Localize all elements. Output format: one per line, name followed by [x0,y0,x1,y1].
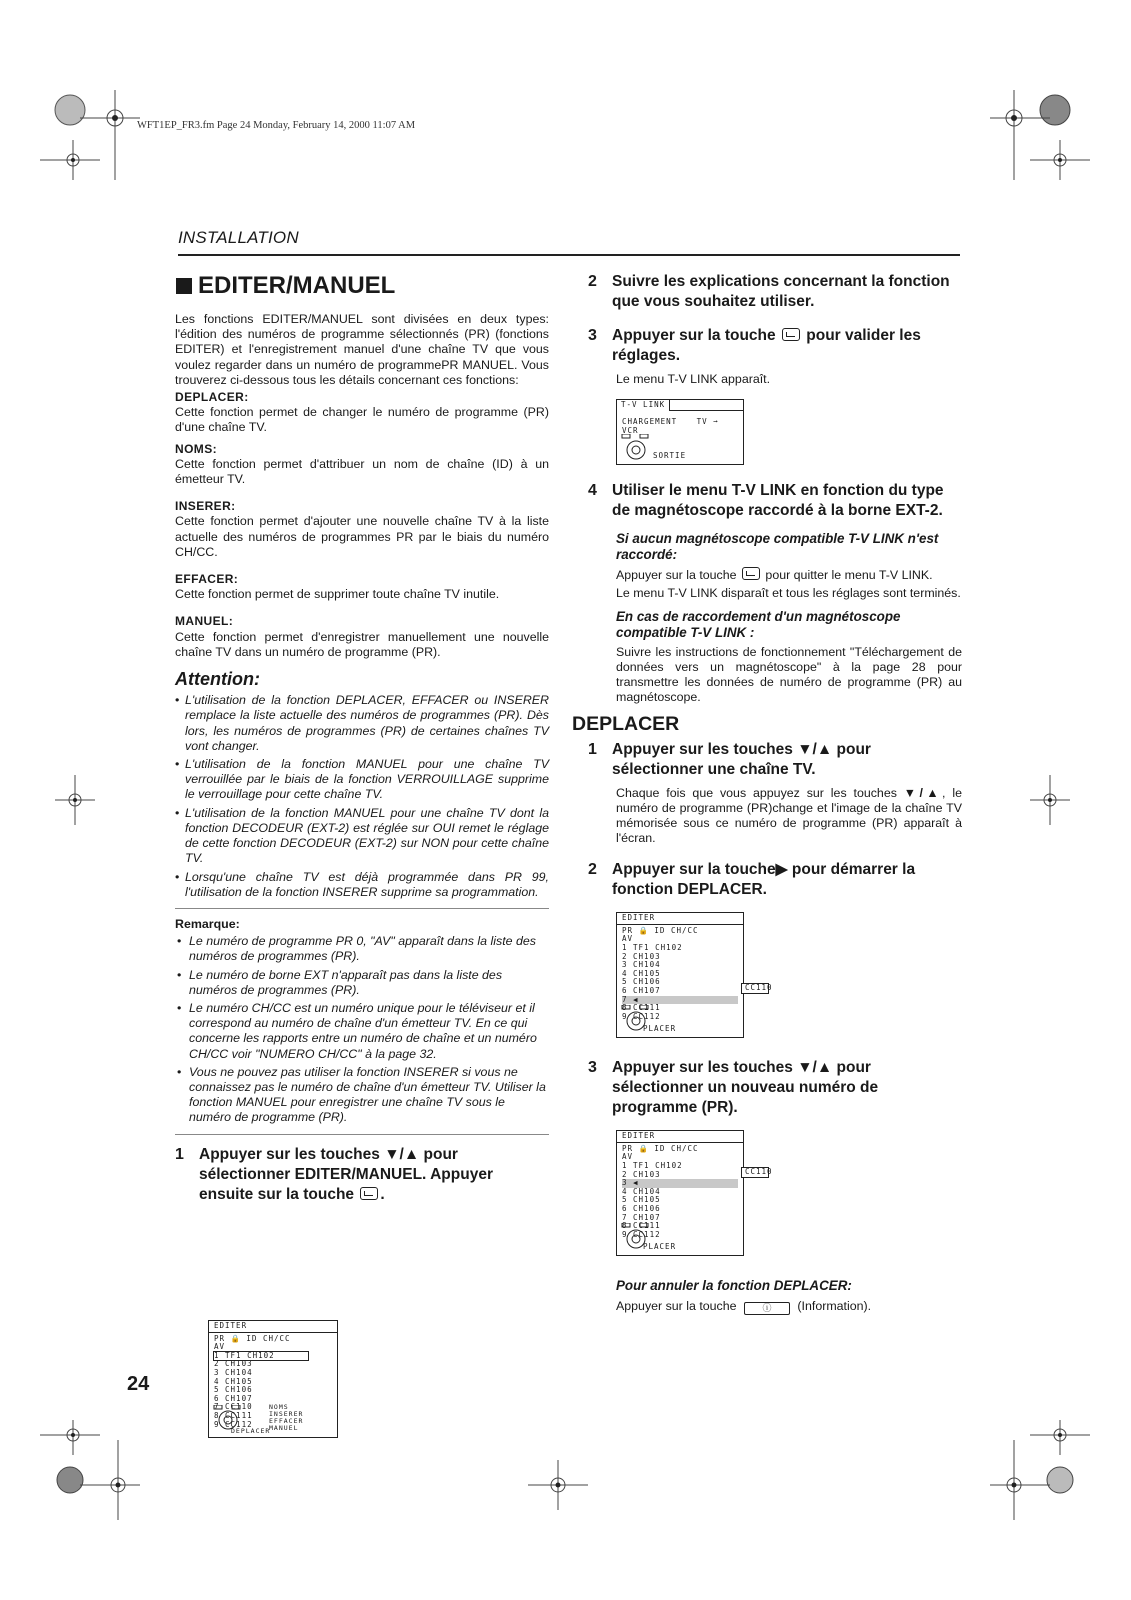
crop-mark-right-middle [1030,775,1070,835]
osd-header: PR 🔒 ID CH/CC [214,1333,291,1343]
ok-key-icon [782,328,800,341]
osd-row: 6 CH107 [622,985,661,995]
divider [175,1134,549,1135]
intro-paragraph: Les fonctions EDITER/MANUEL sont divisées en deux types: l'édition des numéros de programme sélectionnés (PR) (fonctions EDITER) et l'enregistrement manuel d'une chaîne TV que vous voulez regarder dans un numéro de programmePR MANUEL. Vous trouverez ci-dessous tous les détails concernant ces fonctions: [175,312,549,387]
crop-mark-left-middle [55,775,95,835]
osd-submenu [269,1404,303,1432]
osd-title: EDITER [209,1321,337,1333]
down-up-arrows-icon: ▼/▲ [797,1059,833,1077]
osd-row: 7 CC110 [214,1402,253,1412]
osd-row: AV [622,934,634,944]
divider [175,908,549,909]
function-desc: Cette fonction permet d'enregistrer manuellement une nouvelle chaîne TV dans un numéro de programme (PR). [175,629,549,659]
osd-row: 3 CH104 [622,960,661,970]
function-manuel [175,614,549,660]
osd-editer-placer-2 [616,1130,773,1256]
osd-footer: DEPLACER [231,1427,271,1435]
function-term: DEPLACER: [175,390,249,405]
crop-mark-bottom-right [990,1420,1090,1520]
attention-list [175,693,549,900]
left-column [175,312,549,1205]
crop-mark-bottom-center [528,1460,588,1520]
osd-row: 8 CC111 [622,1221,661,1231]
step-number: 4 [588,482,597,499]
function-deplacer [175,390,549,436]
osd-footer: PLACER [643,1242,677,1252]
step-number: 2 [588,861,597,879]
header-rule [178,254,960,256]
osd-row: 1 TF1 CH102 [622,942,683,952]
deplacer-step-3: 3 Appuyer sur les touches ▼/▲ pour sélectionner un nouveau numéro de programme (PR). [588,1059,879,1117]
remarque-item: • Le numéro de programme PR 0, "AV" apparaît dans la liste des numéros de programmes (PR). [175,934,549,964]
osd-row: 2 CH103 [622,951,661,961]
osd-editer-placer-1 [616,912,773,1038]
attention-item: • Lorsqu'une chaîne TV est déjà programmée dans PR 99, l'utilisation de la fonction INSERER supprime sa programmation. [175,870,549,900]
step-4: 4 Utiliser le menu T-V LINK en fonction du type de magnétoscope raccordé à la borne EXT-2. [588,482,944,519]
osd-row: 8 CC111 [214,1410,253,1420]
osd-row: 9 CC112 [214,1419,253,1429]
step-2: 2 Suivre les explications concernant la fonction que vous souhaitez utiliser. [588,273,950,310]
info-key-icon: ⓘ [744,1302,790,1315]
remarque-item: • Le numéro CH/CC est un numéro unique pour le téléviseur et il correspond au numéro de chaîne d'un émetteur TV. En ce qui concerne les rapports entre un numéro de chaîne et un numéro CH/CC voir "NUMERO CH/CC" à la page 32. [175,1001,549,1062]
down-up-arrows-icon: ▼/▲ [903,786,943,801]
osd-row-label: CHARGEMENT [622,417,678,426]
osd-editer-menu [208,1320,338,1438]
attention-item: • L'utilisation de la fonction MANUEL pour une chaîne TV verrouillée par le biais de la fonction VERROUILLAGE supprime le verrouillage pour cette chaîne TV. [175,757,549,803]
joystick-icon [621,434,651,462]
osd-row-value: TV ➞ VCR [622,417,719,435]
osd-row: 9 CC112 [622,1229,661,1239]
osd-footer: SORTIE [653,451,687,460]
osd-tab: T-V LINK [616,399,670,411]
function-desc: Cette fonction permet d'attribuer un nom de chaîne (ID) à un émetteur TV. [175,456,549,487]
function-desc: Cette fonction permet de changer le numéro de programme (PR) d'une chaîne TV. [175,405,549,435]
osd-row: 5 CH106 [214,1385,253,1395]
function-term: NOMS: [175,441,217,456]
osd-moving-channel: CC110 [741,1167,769,1178]
osd-row: 6 CH106 [622,1203,661,1213]
osd-row: 3 CH104 [214,1367,253,1377]
osd-row: 5 CH106 [622,977,661,987]
down-up-arrows-icon: ▼/▲ [384,1145,420,1163]
cancel-text: Appuyer sur la touche ⓘ (Information). [616,1299,872,1314]
section-heading: INSTALLATION [178,228,299,247]
function-inserer [175,499,549,560]
osd-header: PR 🔒 ID CH/CC [622,925,699,935]
case-1-text: Appuyer sur la touche pour quitter le menu T-V LINK. [616,568,933,582]
function-desc: Cette fonction permet d'ajouter une nouvelle chaîne TV à la liste actuelle des numéros de programmes PR par le biais du numéro CH/CC. [175,514,549,559]
osd-row: 9 CC112 [622,1011,661,1021]
osd-row: 5 CH105 [622,1195,661,1205]
case-2-heading: En cas de raccordement d'un magnétoscope compatible T-V LINK : [616,609,901,640]
remarque-item: • Le numéro de borne EXT n'apparaît pas dans la liste des numéros de programmes (PR). [175,968,549,998]
cancel-heading: Pour annuler la fonction DEPLACER: [616,1278,852,1294]
crop-mark-top-right [990,90,1090,180]
osd-row: 2 CH103 [622,1169,661,1179]
osd-row: 4 CH104 [622,1186,661,1196]
square-bullet-icon [176,278,192,294]
crop-mark-bottom-left [40,1420,140,1520]
osd-row-highlight: 7 ◀ [622,996,738,1005]
function-noms [175,442,549,488]
osd-tvlink-menu [616,399,744,465]
function-effacer [175,572,549,602]
remarque-item: • Vous ne pouvez pas utiliser la fonction INSERER si vous ne connaissez pas le numéro de chaîne d'un émetteur TV. Utiliser la fonction MANUEL pour enregistrer une chaîne TV sous le numéro de programme (PR). [175,1065,549,1126]
osd-row: 8 CC111 [622,1003,661,1013]
osd-row: AV [214,1342,226,1352]
page-title: EDITER/MANUEL [176,272,395,300]
remarque-heading: Remarque: [175,916,240,931]
osd-row: 6 CH107 [214,1393,253,1403]
case-1-heading: Si aucun magnétoscope compatible T-V LINK n'est raccordé: [616,531,939,562]
osd-footer: PLACER [643,1024,677,1034]
function-desc: Cette fonction permet de supprimer toute chaîne TV inutile. [175,587,500,602]
osd-row: 4 CH105 [214,1376,253,1386]
page-number: 24 [127,1373,150,1395]
osd-menu-item: NOMS [269,1403,289,1411]
function-term: MANUEL: [175,614,234,629]
step-number: 3 [588,1059,597,1077]
remarque-list [175,934,549,1125]
step-number: 1 [588,741,597,759]
osd-row: 1 TF1 CH102 [622,1160,683,1170]
deplacer-step-1-note: Chaque fois que vous appuyez sur les touches ▼/▲, le numéro de programme (PR)change et l'image de la chaîne TV mémorisée sous ce numéro de programme (PR) apparaît à l'écran. [616,786,962,846]
case-1-result: Le menu T-V LINK disparaît et tous les réglages sont terminés. [616,586,961,600]
right-arrow-icon: ▶ [775,861,788,879]
step-number: 3 [588,327,597,344]
ok-key-icon [360,1187,378,1200]
osd-row: AV [622,1152,634,1162]
case-2-text: Suivre les instructions de fonctionnement "Téléchargement de données vers un magnétoscope" à la page 28 pour transmettre les données de numéro de programme (PR) au magnétoscope. [616,645,962,704]
step-number: 2 [588,273,597,290]
deplacer-step-1: 1 Appuyer sur les touches ▼/▲ pour sélectionner une chaîne TV. [588,741,871,779]
osd-menu-item: EFFACER [269,1417,304,1425]
attention-item: • L'utilisation de la fonction MANUEL pour une chaîne TV dont la fonction DECODEUR (EXT-2) est réglée sur OUI remet le réglage de cette fonction DECODEUR (EXT-2) sur NON pour cette chaîne TV. [175,806,549,867]
osd-row: 4 CH105 [622,968,661,978]
step-3-note: Le menu T-V LINK apparaît. [616,372,771,386]
osd-menu-item: INSERER [269,1410,304,1418]
file-info: WFT1EP_FR3.fm Page 24 Monday, February 14, 2000 11:07 AM [137,120,416,131]
osd-row-highlight: 3 ◀ [622,1179,738,1188]
osd-row-selected: 1 TF1 CH102 [214,1352,308,1361]
attention-heading: Attention: [175,669,260,690]
down-up-arrows-icon: ▼/▲ [797,741,833,759]
attention-item: • L'utilisation de la fonction DEPLACER, EFFACER ou INSERER remplace la liste actuelle des numéros de programmes (PR). Dès lors, les numéros de programmes (PR) de certaines chaînes TV vont changer. [175,693,549,754]
tv-key-icon [742,567,760,580]
step-number: 1 [175,1145,184,1163]
osd-menu-item: MANUEL [269,1424,299,1432]
osd-row: 2 CH103 [214,1359,253,1369]
step-1: 1 Appuyer sur les touches ▼/▲ pour sélectionner EDITER/MANUEL. Appuyer ensuite sur la touche . [175,1145,493,1203]
step-3: 3 Appuyer sur la touche pour valider les réglages. [588,327,921,364]
osd-title: EDITER [617,913,743,925]
function-term: EFFACER: [175,572,239,587]
right-column [572,272,962,1315]
osd-header: PR 🔒 ID CH/CC [622,1143,699,1153]
osd-moving-channel: CC110 [741,983,769,994]
osd-row: 7 CH107 [622,1212,661,1222]
osd-title: EDITER [617,1131,743,1143]
crop-mark-top-left [40,90,140,180]
deplacer-heading: DEPLACER [572,713,680,735]
function-term: INSERER: [175,499,236,514]
deplacer-step-2: 2 Appuyer sur la touche▶ pour démarrer la fonction DEPLACER. [588,861,916,899]
